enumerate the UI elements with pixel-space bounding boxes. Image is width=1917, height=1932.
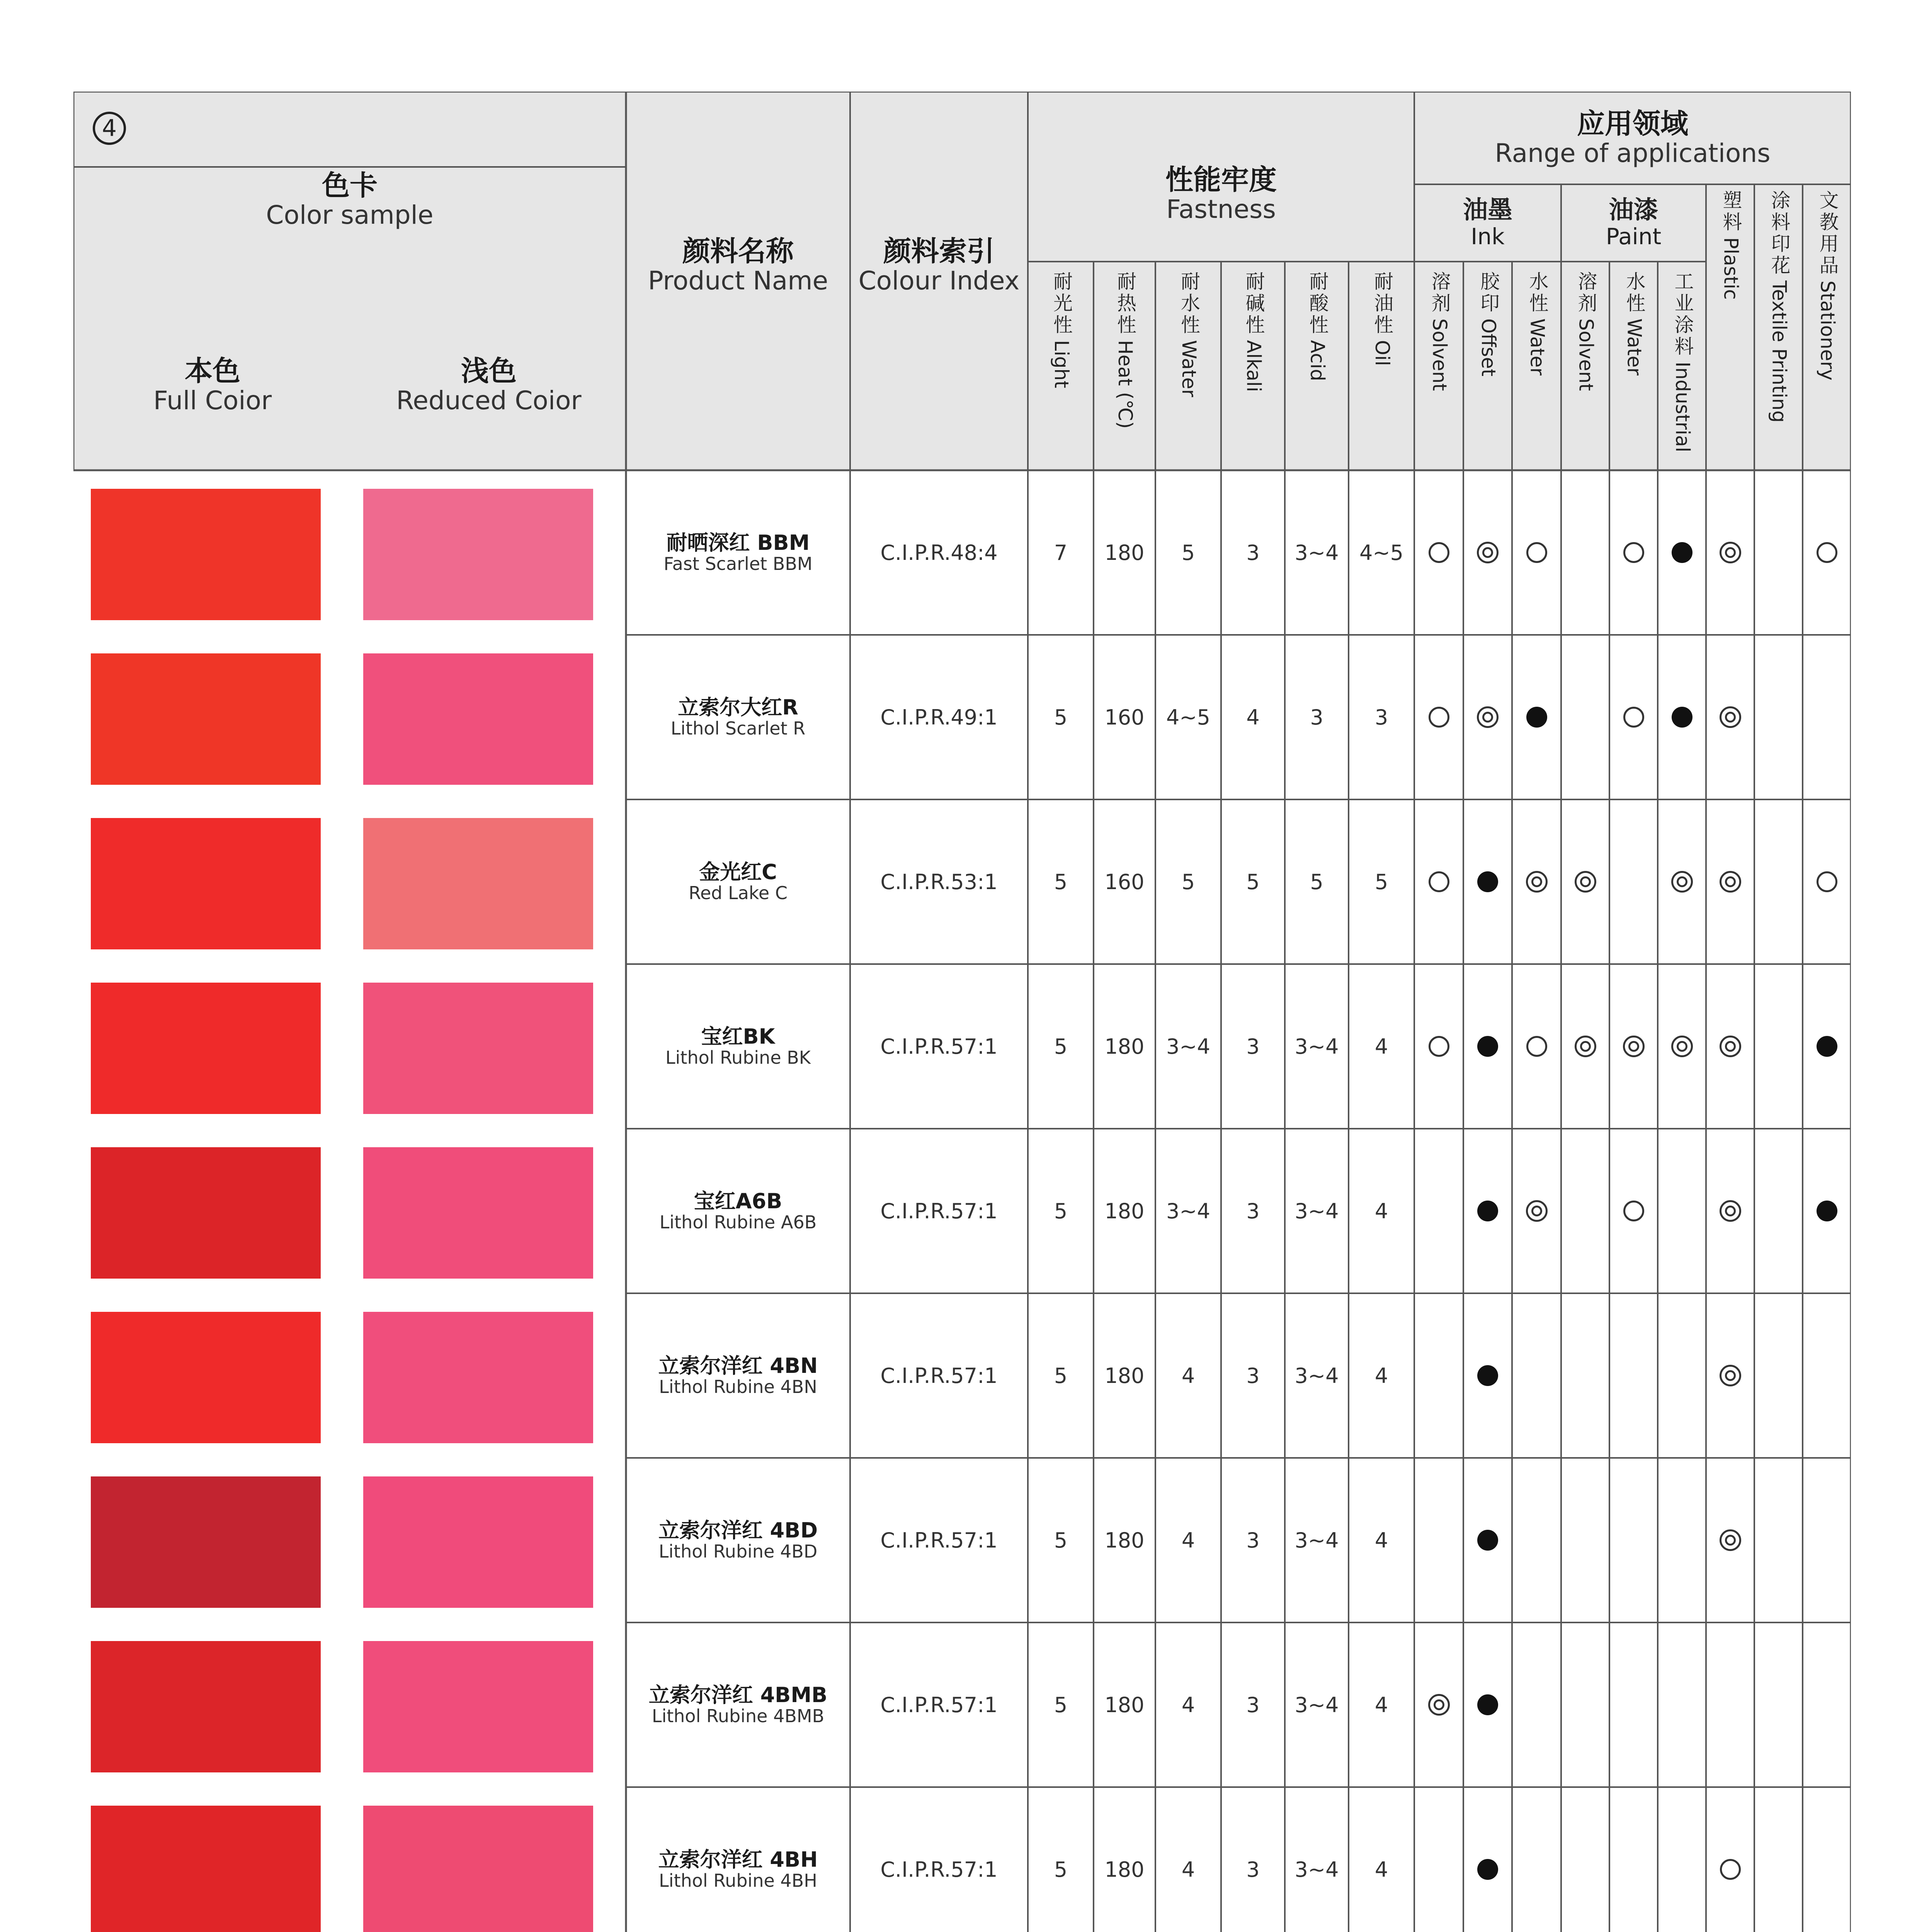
recommend-mark xyxy=(1477,1365,1498,1386)
full-color-swatch xyxy=(91,1806,321,1932)
product-name xyxy=(626,964,850,1129)
product-name-zh: 颜料名称 xyxy=(682,235,794,267)
suitable-mark xyxy=(1575,1036,1596,1057)
suitable-mark xyxy=(1623,1036,1645,1057)
suitable-mark xyxy=(1671,871,1693,893)
suitable-mark xyxy=(1671,1036,1693,1057)
pigment-data-sheet xyxy=(73,92,1851,1932)
selective-mark xyxy=(1623,1201,1644,1221)
product-name-zh: 金光红C xyxy=(699,860,777,884)
fastness-acid: 3~4 xyxy=(1294,1199,1339,1223)
fastness-light: 7 xyxy=(1054,540,1068,565)
application-col-8-zh: 文教用品 xyxy=(1816,190,1839,277)
fastness-light: 5 xyxy=(1054,1363,1068,1388)
application-col-3-zh: 溶剂 xyxy=(1575,271,1597,315)
application-col-3 xyxy=(1572,271,1600,391)
range-zh: 应用领域 xyxy=(1577,107,1688,140)
application-col-5-en: Industrial xyxy=(1671,362,1694,452)
full-color-swatch xyxy=(91,1312,321,1443)
full-color-swatch xyxy=(91,489,321,620)
product-name-zh: 宝红A6B xyxy=(694,1189,782,1213)
application-col-0-zh: 溶剂 xyxy=(1428,271,1451,315)
fastness-light: 5 xyxy=(1054,1034,1068,1059)
reduced-color-swatch xyxy=(363,983,593,1114)
colour-index: C.I.P.R.57:1 xyxy=(880,1692,998,1717)
suitable-mark xyxy=(1720,871,1741,893)
fastness-oil: 4 xyxy=(1374,1034,1388,1059)
application-col-7-en: Textile Printing xyxy=(1768,281,1791,423)
suitable-mark xyxy=(1720,1365,1741,1386)
product-name-en: Red Lake C xyxy=(689,883,788,904)
application-col-6-zh: 塑料 xyxy=(1720,190,1742,233)
fastness-heat: 160 xyxy=(1104,705,1145,730)
product-name-en: Lithol Rubine 4BD xyxy=(658,1541,818,1562)
selective-mark xyxy=(1623,542,1644,563)
fastness-col-4-zh: 耐酸性 xyxy=(1306,271,1329,336)
full-color-swatch xyxy=(91,983,321,1114)
suitable-mark xyxy=(1720,1036,1741,1057)
colour-index: C.I.P.R.57:1 xyxy=(880,1199,998,1223)
paint-header xyxy=(1561,184,1706,262)
selective-mark xyxy=(1429,707,1449,728)
fastness-alkali: 3 xyxy=(1246,1528,1260,1553)
fastness-acid: 3 xyxy=(1310,705,1323,730)
fastness-water: 4~5 xyxy=(1166,705,1210,730)
application-col-4 xyxy=(1621,271,1648,376)
fastness-light: 5 xyxy=(1054,1199,1068,1223)
colour-index: C.I.P.R.57:1 xyxy=(880,1034,998,1059)
suitable-mark xyxy=(1720,1529,1741,1551)
colour-index: C.I.P.R.57:1 xyxy=(880,1857,998,1882)
fastness-col-1 xyxy=(1111,271,1139,429)
colour-index-header xyxy=(850,207,1028,323)
full-color-en: Full Coior xyxy=(153,386,272,416)
product-name-zh: 立索尔洋红 4BN xyxy=(658,1354,818,1378)
fastness-en: Fastness xyxy=(1166,194,1276,224)
product-name xyxy=(626,1293,850,1458)
fastness-acid: 3~4 xyxy=(1294,1692,1339,1717)
fastness-heat: 180 xyxy=(1104,1034,1145,1059)
application-col-6-en: Plastic xyxy=(1720,237,1742,300)
recommend-mark xyxy=(1477,871,1498,892)
selective-mark xyxy=(1429,871,1449,892)
fastness-water: 5 xyxy=(1181,869,1195,894)
fastness-oil: 5 xyxy=(1374,869,1388,894)
ink-en: Ink xyxy=(1471,223,1505,250)
fastness-col-1-zh: 耐热性 xyxy=(1114,271,1136,336)
fastness-alkali: 3 xyxy=(1246,1034,1260,1059)
fastness-water: 4 xyxy=(1181,1528,1195,1553)
ink-header xyxy=(1414,184,1561,262)
fastness-heat: 180 xyxy=(1104,1528,1145,1553)
reduced-color-swatch xyxy=(363,489,593,620)
fastness-zh: 性能牢度 xyxy=(1165,163,1277,196)
fastness-col-4 xyxy=(1304,271,1332,381)
fastness-alkali: 3 xyxy=(1246,1363,1260,1388)
fastness-alkali: 3 xyxy=(1246,1692,1260,1717)
fastness-col-2 xyxy=(1175,271,1203,397)
reduced-color-en: Reduced Coior xyxy=(396,386,582,416)
full-color-swatch xyxy=(91,1641,321,1772)
fastness-oil: 4 xyxy=(1374,1857,1388,1882)
application-col-7-zh: 涂料印花 xyxy=(1768,190,1791,277)
colour-index-zh: 颜料索引 xyxy=(883,235,995,267)
fastness-oil: 3 xyxy=(1374,705,1388,730)
product-name-en: Product Name xyxy=(648,266,828,296)
application-col-1 xyxy=(1475,271,1502,376)
product-name xyxy=(626,470,850,635)
fastness-water: 4 xyxy=(1181,1857,1195,1882)
fastness-alkali: 3 xyxy=(1246,1199,1260,1223)
fastness-col-3-zh: 耐碱性 xyxy=(1242,271,1265,336)
ink-zh: 油墨 xyxy=(1463,196,1512,224)
recommend-mark xyxy=(1817,1036,1837,1057)
selective-mark xyxy=(1623,707,1644,728)
fastness-water: 4 xyxy=(1181,1692,1195,1717)
full-color-swatch xyxy=(91,1147,321,1279)
product-name xyxy=(626,1129,850,1293)
product-name-zh: 立索尔洋红 4BMB xyxy=(648,1683,828,1707)
suitable-mark xyxy=(1477,542,1499,563)
fastness-heat: 180 xyxy=(1104,1857,1145,1882)
suitable-mark xyxy=(1477,706,1499,728)
application-col-3-en: Solvent xyxy=(1575,318,1597,391)
colour-index: C.I.P.R.53:1 xyxy=(880,869,998,894)
color-sample-header xyxy=(73,161,626,238)
recommend-mark xyxy=(1672,542,1692,563)
application-col-6 xyxy=(1717,190,1745,300)
fastness-acid: 3~4 xyxy=(1294,1363,1339,1388)
full-color-swatch xyxy=(91,818,321,949)
fastness-heat: 180 xyxy=(1104,540,1145,565)
application-col-4-zh: 水性 xyxy=(1623,271,1646,315)
suitable-mark xyxy=(1526,1200,1548,1222)
recommend-mark xyxy=(1477,1694,1498,1715)
product-name-en: Lithol Rubine 4BH xyxy=(659,1870,817,1891)
product-name-en: Lithol Rubine A6B xyxy=(659,1212,817,1233)
fastness-light: 5 xyxy=(1054,1857,1068,1882)
product-name-en: Fast Scarlet BBM xyxy=(663,553,813,575)
recommend-mark xyxy=(1477,1201,1498,1221)
fastness-acid: 3~4 xyxy=(1294,540,1339,565)
fastness-header xyxy=(1028,130,1414,258)
product-name-en: Lithol Rubine 4BN xyxy=(659,1376,817,1398)
full-color-zh: 本色 xyxy=(184,354,240,387)
suitable-mark xyxy=(1720,542,1741,563)
fastness-oil: 4 xyxy=(1374,1528,1388,1553)
color-sample-zh: 色卡 xyxy=(321,169,378,202)
fastness-acid: 3~4 xyxy=(1294,1034,1339,1059)
fastness-col-0-zh: 耐光性 xyxy=(1050,271,1073,336)
paint-zh: 油漆 xyxy=(1609,196,1658,224)
selective-mark xyxy=(1720,1859,1741,1880)
product-name-en: Lithol Scarlet R xyxy=(670,718,806,739)
fastness-col-0-en: Light xyxy=(1050,340,1073,388)
recommend-mark xyxy=(1477,1859,1498,1880)
full-color-swatch xyxy=(91,653,321,785)
recommend-mark xyxy=(1477,1530,1498,1551)
reduced-color-header xyxy=(352,347,626,424)
fastness-col-1-en: Heat (℃) xyxy=(1114,340,1136,429)
fastness-col-4-en: Acid xyxy=(1306,340,1329,381)
fastness-heat: 180 xyxy=(1104,1199,1145,1223)
fastness-oil: 4~5 xyxy=(1359,540,1403,565)
application-col-1-en: Offset xyxy=(1477,318,1500,377)
fastness-acid: 3~4 xyxy=(1294,1857,1339,1882)
reduced-color-swatch xyxy=(363,1476,593,1608)
suitable-mark xyxy=(1526,871,1548,893)
application-col-1-zh: 胶印 xyxy=(1477,271,1500,315)
suitable-mark xyxy=(1575,871,1596,893)
application-col-8 xyxy=(1814,190,1842,381)
application-col-0 xyxy=(1426,271,1454,391)
fastness-col-0 xyxy=(1048,271,1075,388)
fastness-alkali: 4 xyxy=(1246,705,1260,730)
fastness-heat: 160 xyxy=(1104,869,1145,894)
colour-index: C.I.P.R.48:4 xyxy=(880,540,998,565)
colour-index: C.I.P.R.57:1 xyxy=(880,1363,998,1388)
suitable-mark xyxy=(1720,706,1741,728)
application-col-2-zh: 水性 xyxy=(1526,271,1549,315)
application-col-0-en: Solvent xyxy=(1428,318,1451,391)
full-color-header xyxy=(73,347,352,424)
fastness-water: 3~4 xyxy=(1166,1199,1210,1223)
product-name-zh: 宝红BK xyxy=(701,1024,775,1049)
fastness-alkali: 5 xyxy=(1246,869,1260,894)
fastness-col-5-zh: 耐油性 xyxy=(1371,271,1393,336)
product-name xyxy=(626,1787,850,1932)
reduced-color-swatch xyxy=(363,818,593,949)
fastness-alkali: 3 xyxy=(1246,540,1260,565)
fastness-alkali: 3 xyxy=(1246,1857,1260,1882)
product-name-zh: 耐晒深红 BBM xyxy=(666,531,810,555)
application-col-2 xyxy=(1524,271,1551,376)
product-name xyxy=(626,1622,850,1787)
selective-mark xyxy=(1526,1036,1547,1057)
fastness-col-5-en: Oil xyxy=(1371,340,1393,366)
reduced-color-swatch xyxy=(363,1147,593,1279)
fastness-water: 4 xyxy=(1181,1363,1195,1388)
color-sample-en: Color sample xyxy=(266,200,434,230)
application-col-8-en: Stationery xyxy=(1816,281,1839,381)
reduced-color-swatch xyxy=(363,1641,593,1772)
fastness-light: 5 xyxy=(1054,869,1068,894)
suitable-mark xyxy=(1720,1200,1741,1222)
product-name-en: Lithol Rubine 4BMB xyxy=(651,1706,825,1727)
fastness-light: 5 xyxy=(1054,1692,1068,1717)
fastness-col-3 xyxy=(1240,271,1268,392)
application-col-2-en: Water xyxy=(1526,318,1549,376)
product-name-zh: 立索尔洋红 4BH xyxy=(658,1847,818,1872)
page-number-badge: 4 xyxy=(93,112,126,145)
fastness-water: 5 xyxy=(1181,540,1195,565)
fastness-light: 5 xyxy=(1054,705,1068,730)
fastness-heat: 180 xyxy=(1104,1363,1145,1388)
fastness-col-2-en: Water xyxy=(1178,340,1200,397)
full-color-swatch xyxy=(91,1476,321,1608)
selective-mark xyxy=(1817,871,1837,892)
colour-index: C.I.P.R.49:1 xyxy=(880,705,998,730)
fastness-oil: 4 xyxy=(1374,1363,1388,1388)
recommend-mark xyxy=(1477,1036,1498,1057)
recommend-mark xyxy=(1817,1201,1837,1221)
product-name xyxy=(626,1458,850,1622)
selective-mark xyxy=(1429,1036,1449,1057)
range-of-applications-header xyxy=(1414,92,1851,184)
product-name-zh: 立索尔大红R xyxy=(678,695,798,719)
fastness-oil: 4 xyxy=(1374,1692,1388,1717)
product-name-header xyxy=(626,207,850,323)
fastness-oil: 4 xyxy=(1374,1199,1388,1223)
selective-mark xyxy=(1817,542,1837,563)
fastness-acid: 3~4 xyxy=(1294,1528,1339,1553)
selective-mark xyxy=(1429,542,1449,563)
application-col-4-en: Water xyxy=(1623,318,1646,376)
reduced-color-swatch xyxy=(363,1806,593,1932)
fastness-heat: 180 xyxy=(1104,1692,1145,1717)
reduced-color-swatch xyxy=(363,653,593,785)
selective-mark xyxy=(1526,542,1547,563)
suitable-mark xyxy=(1428,1694,1450,1716)
application-col-7 xyxy=(1766,190,1793,423)
reduced-color-zh: 浅色 xyxy=(461,354,517,387)
colour-index: C.I.P.R.57:1 xyxy=(880,1528,998,1553)
product-name xyxy=(626,635,850,799)
product-name-en: Lithol Rubine BK xyxy=(665,1047,811,1068)
fastness-col-2-zh: 耐水性 xyxy=(1178,271,1200,336)
colour-index-en: Colour Index xyxy=(858,266,1020,296)
fastness-light: 5 xyxy=(1054,1528,1068,1553)
fastness-acid: 5 xyxy=(1310,869,1323,894)
reduced-color-swatch xyxy=(363,1312,593,1443)
fastness-col-3-en: Alkali xyxy=(1242,340,1265,392)
fastness-water: 3~4 xyxy=(1166,1034,1210,1059)
fastness-col-5 xyxy=(1368,271,1396,366)
product-name-zh: 立索尔洋红 4BD xyxy=(658,1518,818,1543)
product-name xyxy=(626,799,850,964)
recommend-mark xyxy=(1526,707,1547,728)
application-col-5-zh: 工业涂料 xyxy=(1671,271,1694,358)
paint-en: Paint xyxy=(1606,223,1662,250)
recommend-mark xyxy=(1672,707,1692,728)
range-en: Range of applications xyxy=(1495,138,1771,168)
application-col-5 xyxy=(1669,271,1697,452)
